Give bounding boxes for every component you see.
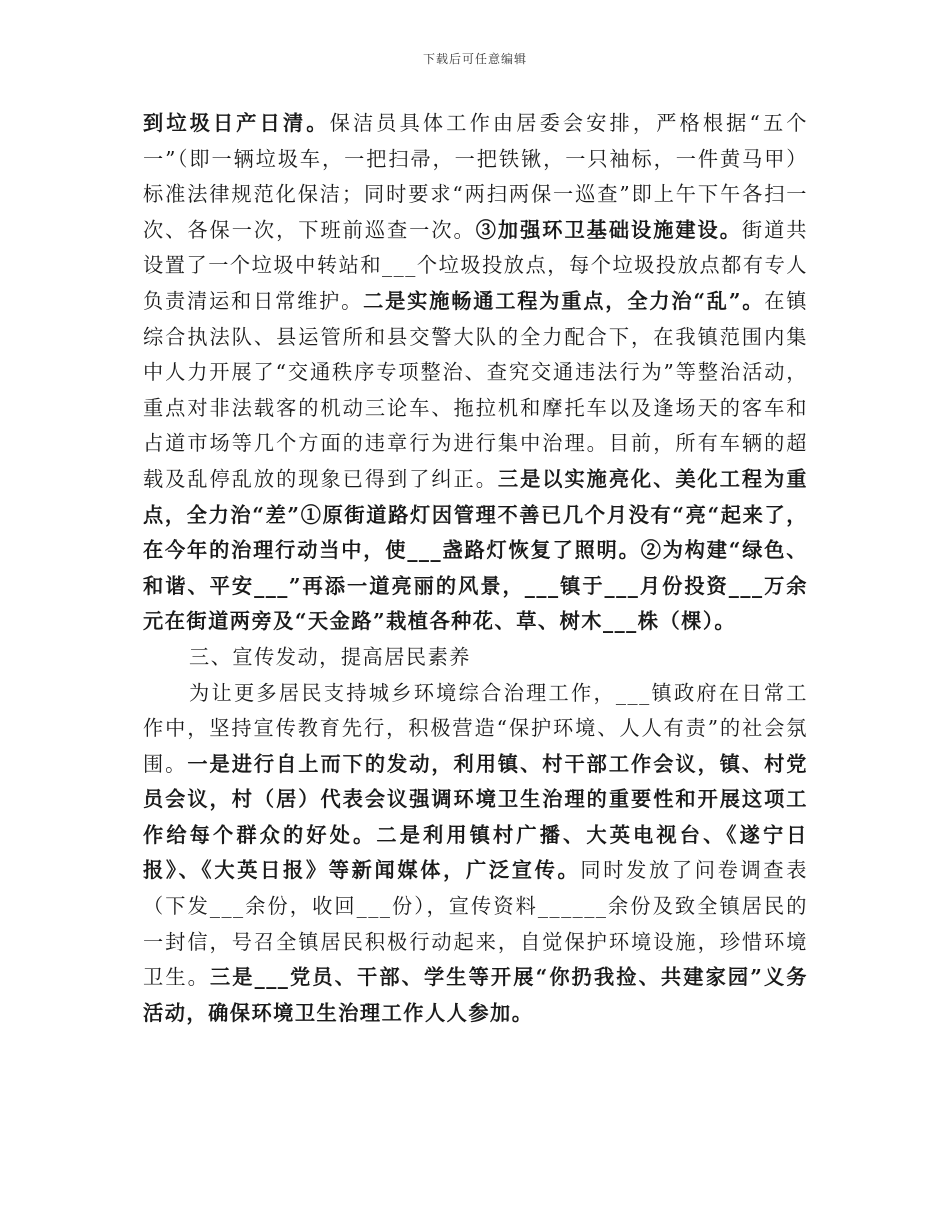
text-run: 到垃圾日产日清。 — [143, 111, 330, 135]
page-header: 下载后可任意编辑 — [422, 52, 527, 66]
text-run: 一是进行自上而下的发动，利用镇、村干部工作会议，镇、村党员会议，村（居）代表会议强调环境卫生治理的重要性和开展这项工作给每个群众的好处。二是利用镇村广播、大英电视台、《遂宁日报》、《大英日报》等新闻媒体，广泛宣传。 — [143, 751, 808, 883]
text-run: 为让更多居民支持城乡环境综合治理工作，___镇政府在日常工作中，坚持宣传教育先行，积极营造“保护环境、人人有责”的社会氛围。 — [143, 680, 808, 776]
paragraph-1 — [143, 106, 808, 640]
paragraph-2 — [143, 676, 808, 1032]
text-run: 三是___党员、干部、学生等开展“你扔我捡、共建家园”义务活动，确保环境卫生治理工作人人参加。 — [143, 965, 808, 1025]
section-heading-text: 三、宣传发动，提高居民素养 — [189, 644, 471, 669]
text-run: 二是实施畅通工程为重点，全力治“乱”。 — [363, 288, 765, 313]
text-run: 同时发放了问卷调查表（下发___余份，收回___份），宣传资料______余份及致全镇居民的一封信，号召全镇居民积极行动起来，自觉保护环境设施，珍惜环境卫生。 — [143, 858, 808, 990]
text-run: 街道共设置了一个垃圾中转站和___个垃圾投放点，每个垃圾投放点都有专人负责清运和日常维护。 — [143, 217, 808, 313]
section-heading — [143, 640, 808, 676]
document-body — [143, 106, 808, 1031]
text-run: 在镇综合执法队、县运管所和县交警大队的全力配合下，在我镇范围内集中人力开展了“交通秩序专项整治、查究交通违法行为”等整治活动，重点对非法载客的机动三论车、拖拉机和摩托车以及逢场天的客车和占道市场等几个方面的违章行为进行集中治理。目前，所有车辆的超载及乱停乱放的现象已得到了纠正。 — [143, 288, 808, 491]
text-run: ③加强环卫基础设施建设。 — [475, 217, 742, 242]
text-run: 三是以实施亮化、美化工程为重点，全力治“差”①原街道路灯因管理不善已几个月没有“亮“起来了，在今年的治理行动当中，使___盏路灯恢复了照明。②为构建“绿色、和谐、平安___”再添一道亮丽的风景，___镇于___月份投资___万余元在街道两旁及“天金路”栽植各种花、草、树木___株（棵）。 — [143, 466, 808, 634]
text-run: 保洁员具体工作由居委会安排，严格根据“五个一”（即一辆垃圾车，一把扫帚，一把铁锹，一只袖标，一件黄马甲）标准法律规范化保洁；同时要求“两扫两保一巡查”即上午下午各扫一次、各保一次，下班前巡查一次。 — [143, 111, 808, 242]
